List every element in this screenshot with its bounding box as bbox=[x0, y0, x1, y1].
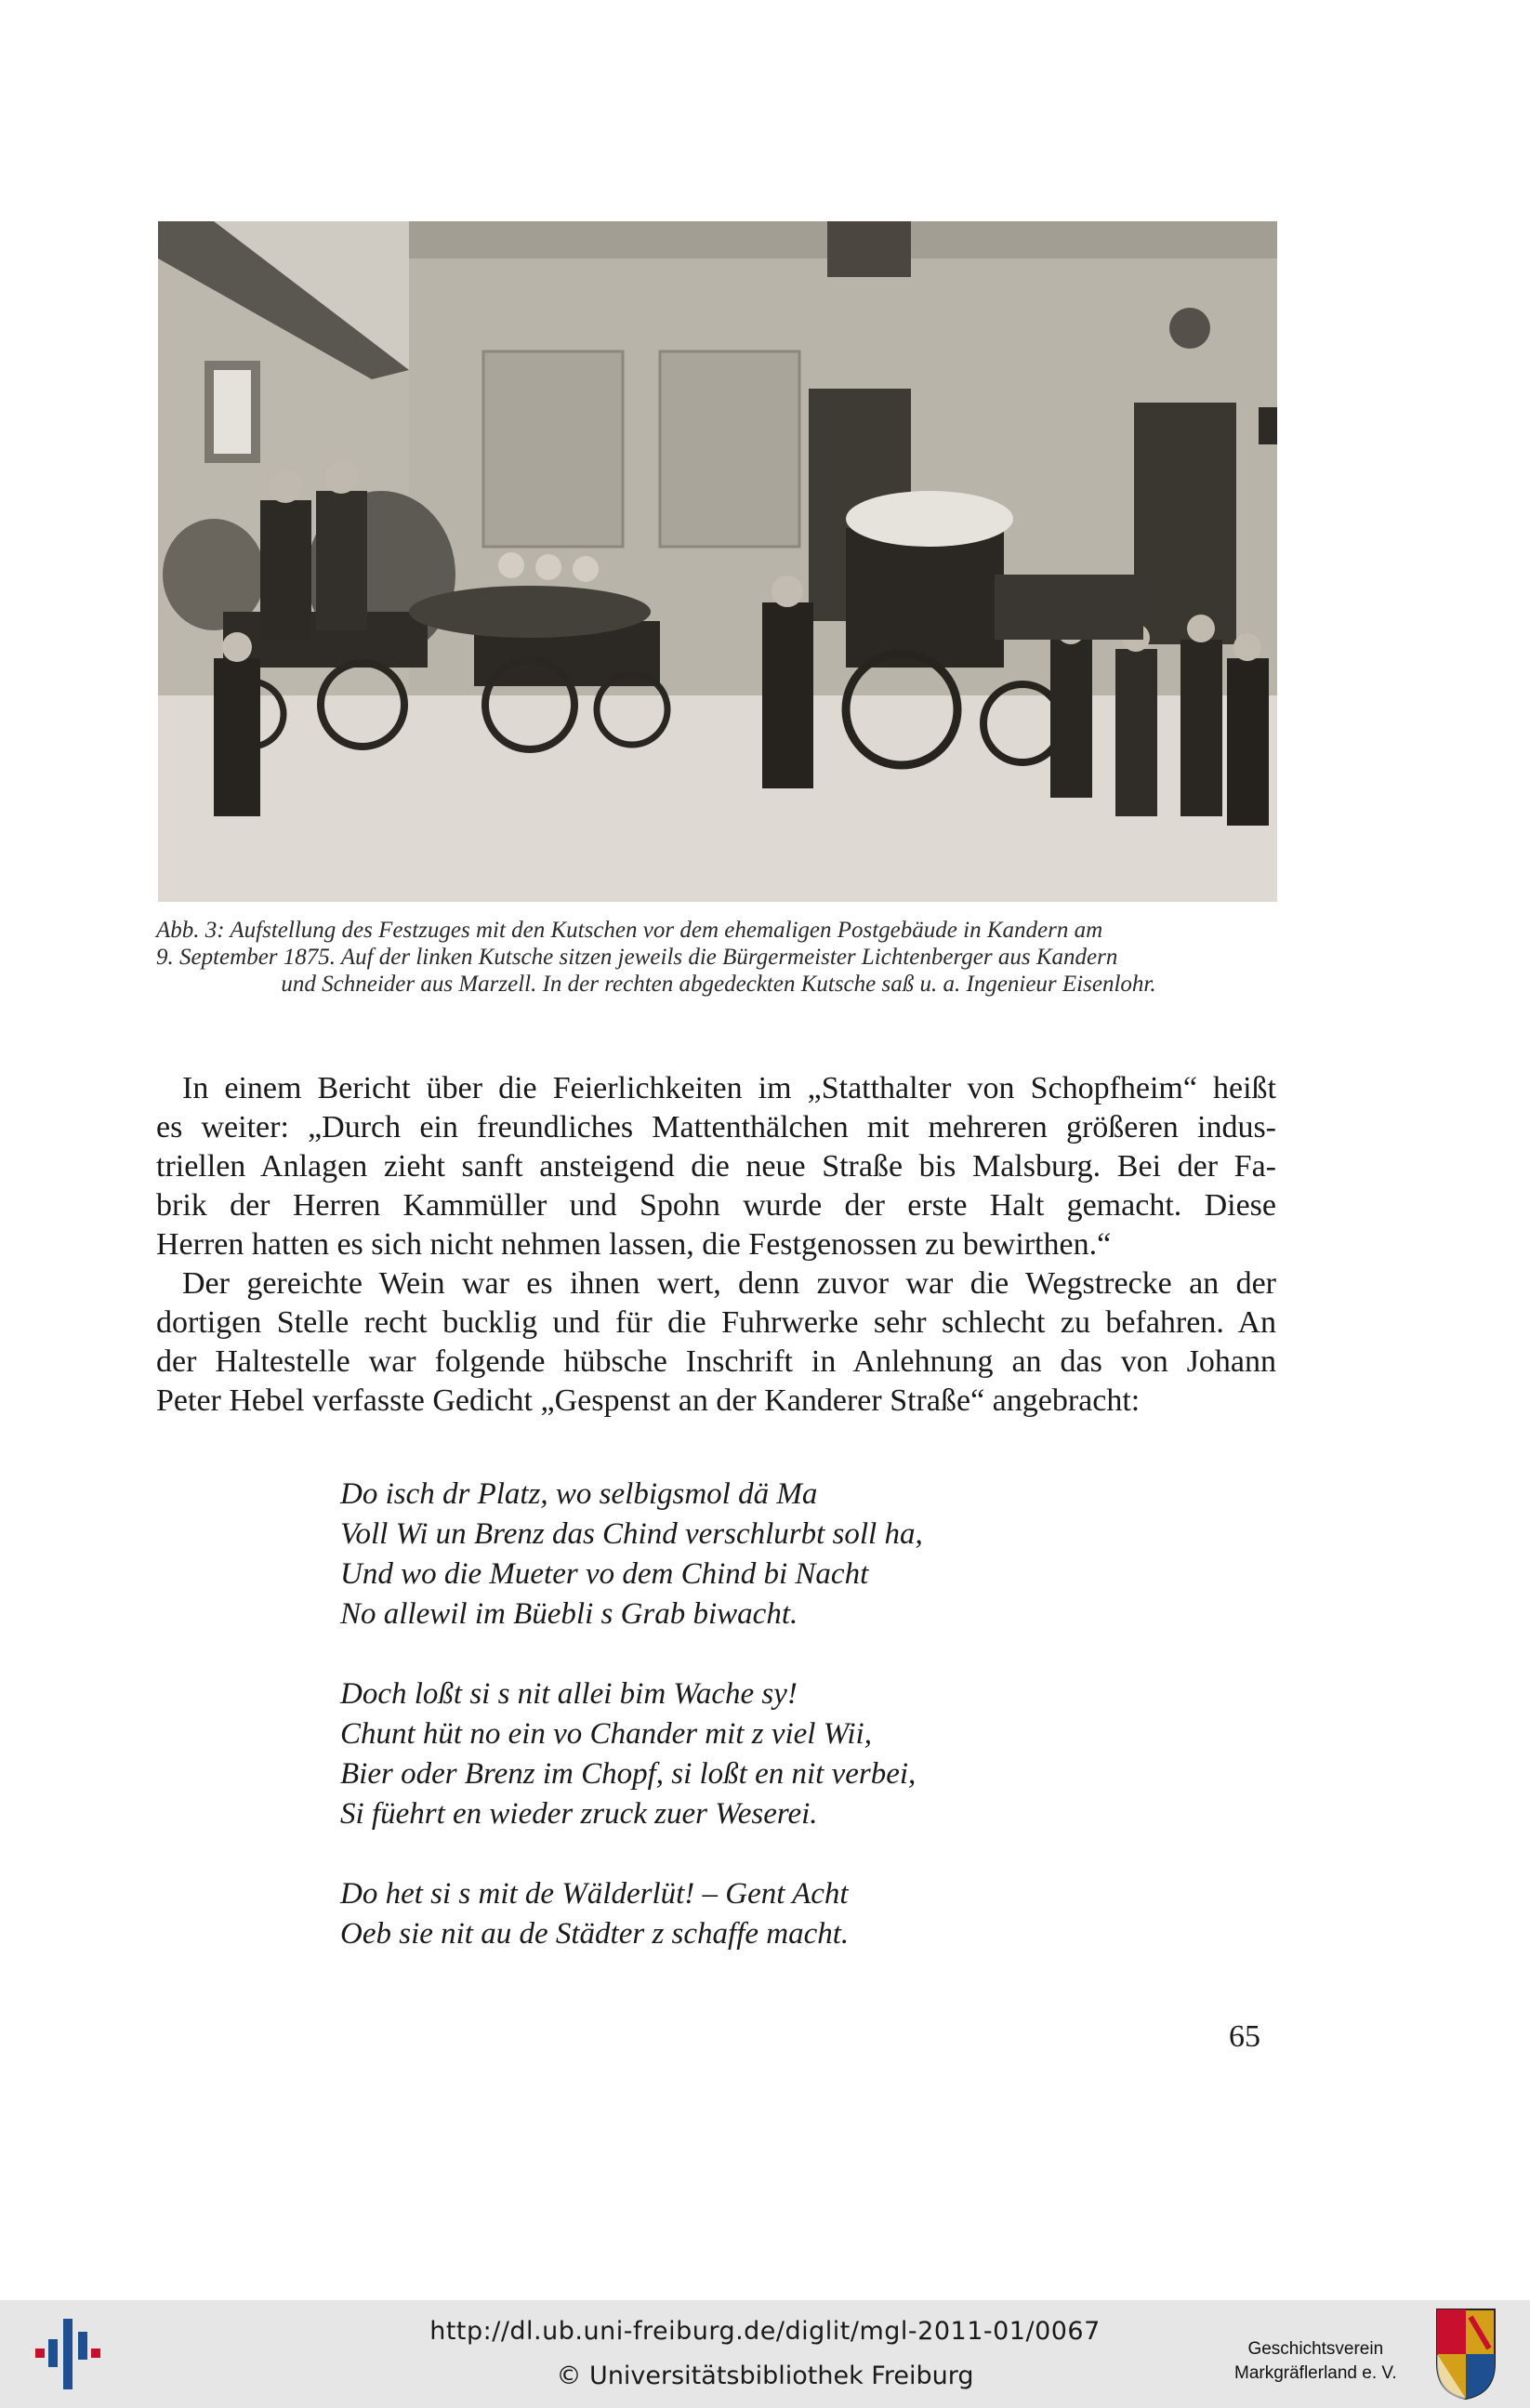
paragraph-line: dortigen Stelle recht bucklig und für die Fuhrwerke sehr schlecht zu befahren. An bbox=[156, 1305, 1276, 1340]
poem bbox=[340, 1475, 1177, 1994]
paragraph-line: es weiter: „Durch ein freundliches Mattenthälchen mit mehreren größeren indus- bbox=[156, 1110, 1276, 1144]
society-name-line: Markgräflerland e. V. bbox=[1234, 2363, 1397, 2383]
caption-line: und Schneider aus Marzell. In der rechten abgedeckten Kutsche saß u. a. Ingenieur Eisenlohr. bbox=[281, 972, 1156, 997]
poem-line: Doch loßt si s nit allei bim Wache sy! bbox=[340, 1677, 798, 1711]
coat-of-arms-icon bbox=[1435, 2308, 1497, 2401]
historic-photo bbox=[158, 221, 1277, 902]
poem-stanza bbox=[340, 1674, 1177, 1834]
page-number: 65 bbox=[1229, 2019, 1260, 2054]
paragraph-line: Peter Hebel verfasste Gedicht „Gespenst an der Kanderer Straße“ angebracht: bbox=[156, 1383, 1141, 1418]
society-name-line: Geschichtsverein bbox=[1247, 2339, 1384, 2359]
poem-line: Oeb sie nit au de Städter z schaffe macht. bbox=[340, 1917, 850, 1951]
body-text bbox=[156, 1069, 1276, 1421]
paragraph-line: In einem Bericht über die Feierlichkeiten im „Statthalter von Schopfheim“ heißt bbox=[182, 1071, 1276, 1105]
poem-line: No allewil im Büebli s Grab biwacht. bbox=[340, 1597, 798, 1631]
source-url-link[interactable]: http://dl.ub.uni-freiburg.de/diglit/mgl-2011-01/0067 bbox=[429, 2317, 1101, 2346]
paragraph-line: Der gereichte Wein war es ihnen wert, denn zuvor war die Wegstrecke an der bbox=[182, 1266, 1276, 1301]
paragraph-line: triellen Anlagen zieht sanft ansteigend die neue Straße bis Malsburg. Bei der Fa- bbox=[156, 1149, 1276, 1184]
poem-stanza bbox=[340, 1475, 1177, 1634]
poem-line: Voll Wi un Brenz das Chind verschlurbt soll ha, bbox=[340, 1517, 923, 1551]
footer-bar bbox=[0, 2300, 1530, 2408]
photo-illustration bbox=[158, 221, 1277, 902]
poem-line: Si füehrt en wieder zruck zuer Weserei. bbox=[340, 1797, 818, 1831]
figure-caption bbox=[156, 917, 1281, 998]
paragraph-line: Herren hatten es sich nicht nehmen lassen, die Festgenossen zu bewirthen.“ bbox=[156, 1227, 1112, 1262]
poem-stanza bbox=[340, 1874, 1177, 1954]
poem-line: Chunt hüt no ein vo Chander mit z viel Wii, bbox=[340, 1717, 872, 1751]
paragraph-line: brik der Herren Kammüller und Spohn wurde der erste Halt gemacht. Diese bbox=[156, 1188, 1276, 1223]
society-name bbox=[1234, 2337, 1397, 2386]
poem-line: Do isch dr Platz, wo selbigsmol dä Ma bbox=[340, 1477, 818, 1511]
caption-line: 9. September 1875. Auf der linken Kutsche sitzen jeweils die Bürgermeister Lichtenberger aus Kandern bbox=[156, 945, 1118, 970]
paragraph-line: der Haltestelle war folgende hübsche Inschrift in Anlehnung an das von Johann bbox=[156, 1344, 1276, 1379]
poem-line: Bier oder Brenz im Chopf, si loßt en nit verbei, bbox=[340, 1757, 917, 1791]
poem-line: Do het si s mit de Wälderlüt! – Gent Acht bbox=[340, 1877, 849, 1911]
copyright-text: © Universitätsbibliothek Freiburg bbox=[556, 2362, 974, 2390]
poem-line: Und wo die Mueter vo dem Chind bi Nacht bbox=[340, 1557, 869, 1591]
caption-line: Abb. 3: Aufstellung des Festzuges mit den Kutschen vor dem ehemaligen Postgebäude in Kandern am bbox=[156, 918, 1103, 943]
